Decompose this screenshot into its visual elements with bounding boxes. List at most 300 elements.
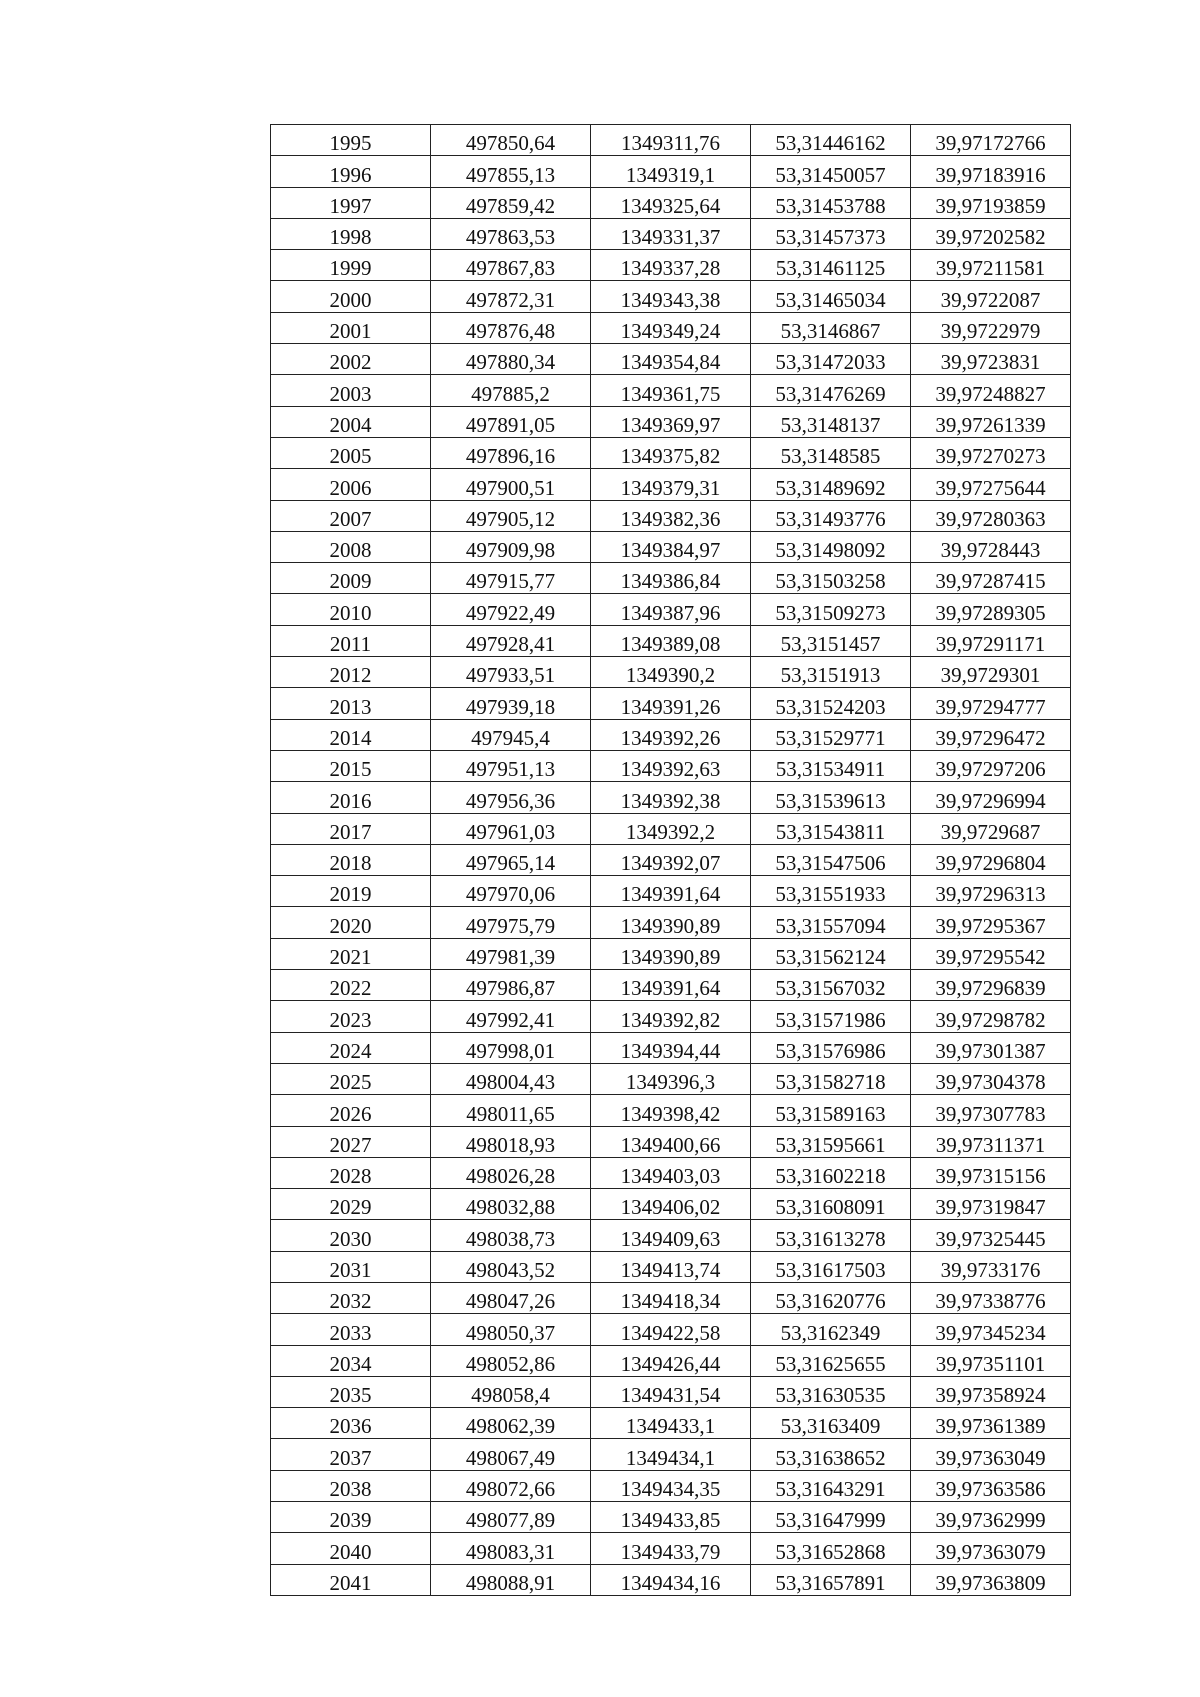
- longitude-cell: [911, 1376, 1071, 1407]
- y-coordinate-cell: [591, 938, 751, 969]
- table-row: [271, 437, 1071, 468]
- y-coordinate-cell: [591, 250, 751, 281]
- cell-text: 2021: [329, 945, 372, 970]
- point-number-cell: [271, 782, 431, 813]
- cell-text: 1349384,97: [620, 538, 721, 563]
- cell-text: 53,31620776: [775, 1289, 886, 1314]
- table-row: [271, 844, 1071, 875]
- y-coordinate-cell: [591, 750, 751, 781]
- y-coordinate-cell: [591, 594, 751, 625]
- table-row: [271, 1251, 1071, 1282]
- cell-text: 39,9733176: [940, 1257, 1041, 1282]
- cell-text: 53,3148137: [780, 412, 881, 437]
- cell-text: 1349390,2: [625, 663, 716, 688]
- cell-text: 1996: [329, 162, 372, 187]
- x-coordinate-cell: [431, 1126, 591, 1157]
- cell-text: 39,97261339: [935, 412, 1046, 437]
- cell-text: 1349331,37: [620, 225, 721, 250]
- cell-text: 1997: [329, 193, 372, 218]
- longitude-cell: [911, 594, 1071, 625]
- cell-text: 498018,93: [465, 1132, 556, 1157]
- longitude-cell: [911, 1126, 1071, 1157]
- cell-text: 2038: [329, 1477, 372, 1502]
- y-coordinate-cell: [591, 375, 751, 406]
- cell-text: 53,3148585: [780, 444, 881, 469]
- cell-text: 53,31493776: [775, 506, 886, 531]
- table-row: [271, 876, 1071, 907]
- cell-text: 1349386,84: [620, 569, 721, 594]
- point-number-cell: [271, 344, 431, 375]
- x-coordinate-cell: [431, 563, 591, 594]
- table-row: [271, 1345, 1071, 1376]
- x-coordinate-cell: [431, 719, 591, 750]
- cell-text: 2002: [329, 350, 372, 375]
- x-coordinate-cell: [431, 312, 591, 343]
- cell-text: 53,31638652: [775, 1445, 886, 1470]
- x-coordinate-cell: [431, 156, 591, 187]
- longitude-cell: [911, 970, 1071, 1001]
- point-number-cell: [271, 1251, 431, 1282]
- cell-text: 39,97296804: [935, 851, 1046, 876]
- y-coordinate-cell: [591, 782, 751, 813]
- latitude-cell: [751, 312, 911, 343]
- latitude-cell: [751, 156, 911, 187]
- table-row: [271, 594, 1071, 625]
- point-number-cell: [271, 876, 431, 907]
- cell-text: 53,31613278: [775, 1226, 886, 1251]
- cell-text: 1998: [329, 225, 372, 250]
- cell-text: 2000: [329, 287, 372, 312]
- coordinates-table-body: [271, 125, 1071, 1596]
- cell-text: 1349375,82: [620, 444, 721, 469]
- cell-text: 497850,64: [465, 131, 556, 156]
- cell-text: 2027: [329, 1132, 372, 1157]
- cell-text: 39,97289305: [935, 600, 1046, 625]
- cell-text: 2009: [329, 569, 372, 594]
- x-coordinate-cell: [431, 469, 591, 500]
- latitude-cell: [751, 1345, 911, 1376]
- cell-text: 39,9723831: [940, 350, 1041, 375]
- longitude-cell: [911, 1345, 1071, 1376]
- x-coordinate-cell: [431, 1345, 591, 1376]
- table-row: [271, 657, 1071, 688]
- table-row: [271, 1470, 1071, 1501]
- cell-text: 498032,88: [465, 1195, 556, 1220]
- cell-text: 1349392,26: [620, 725, 721, 750]
- cell-text: 1349392,63: [620, 757, 721, 782]
- table-row: [271, 125, 1071, 156]
- cell-text: 1349392,07: [620, 851, 721, 876]
- latitude-cell: [751, 1376, 911, 1407]
- cell-text: 2026: [329, 1101, 372, 1126]
- cell-text: 2041: [329, 1570, 372, 1595]
- table-row: [271, 469, 1071, 500]
- point-number-cell: [271, 1470, 431, 1501]
- cell-text: 53,31446162: [775, 131, 886, 156]
- point-number-cell: [271, 469, 431, 500]
- cell-text: 53,31539613: [775, 788, 886, 813]
- point-number-cell: [271, 1282, 431, 1313]
- cell-text: 39,97296313: [935, 882, 1046, 907]
- point-number-cell: [271, 531, 431, 562]
- cell-text: 497933,51: [465, 663, 556, 688]
- y-coordinate-cell: [591, 813, 751, 844]
- cell-text: 39,97275644: [935, 475, 1046, 500]
- x-coordinate-cell: [431, 844, 591, 875]
- x-coordinate-cell: [431, 1376, 591, 1407]
- point-number-cell: [271, 281, 431, 312]
- cell-text: 53,31524203: [775, 694, 886, 719]
- cell-text: 39,9722979: [940, 319, 1041, 344]
- cell-text: 39,97183916: [935, 162, 1046, 187]
- point-number-cell: [271, 1408, 431, 1439]
- cell-text: 498062,39: [465, 1414, 556, 1439]
- table-row: [271, 970, 1071, 1001]
- cell-text: 497859,42: [465, 193, 556, 218]
- table-row: [271, 156, 1071, 187]
- cell-text: 2011: [329, 632, 372, 657]
- longitude-cell: [911, 1282, 1071, 1313]
- y-coordinate-cell: [591, 1533, 751, 1564]
- point-number-cell: [271, 1502, 431, 1533]
- cell-text: 53,31472033: [775, 350, 886, 375]
- cell-text: 1349418,34: [620, 1289, 721, 1314]
- latitude-cell: [751, 1408, 911, 1439]
- cell-text: 53,31465034: [775, 287, 886, 312]
- table-row: [271, 1408, 1071, 1439]
- cell-text: 1349311,76: [621, 131, 720, 156]
- latitude-cell: [751, 1157, 911, 1188]
- point-number-cell: [271, 1564, 431, 1595]
- latitude-cell: [751, 1470, 911, 1501]
- table-row: [271, 907, 1071, 938]
- cell-text: 53,31630535: [775, 1383, 886, 1408]
- table-row: [271, 1157, 1071, 1188]
- y-coordinate-cell: [591, 344, 751, 375]
- cell-text: 498047,26: [465, 1289, 556, 1314]
- latitude-cell: [751, 531, 911, 562]
- cell-text: 498077,89: [465, 1508, 556, 1533]
- cell-text: 498052,86: [465, 1351, 556, 1376]
- cell-text: 39,97351101: [935, 1351, 1046, 1376]
- table-row: [271, 1126, 1071, 1157]
- cell-text: 39,97358924: [935, 1383, 1046, 1408]
- x-coordinate-cell: [431, 406, 591, 437]
- cell-text: 2007: [329, 506, 372, 531]
- longitude-cell: [911, 813, 1071, 844]
- longitude-cell: [911, 1189, 1071, 1220]
- cell-text: 53,31557094: [775, 913, 886, 938]
- cell-text: 1349392,38: [620, 788, 721, 813]
- latitude-cell: [751, 563, 911, 594]
- cell-text: 497922,49: [465, 600, 556, 625]
- latitude-cell: [751, 876, 911, 907]
- x-coordinate-cell: [431, 1282, 591, 1313]
- cell-text: 1349390,89: [620, 945, 721, 970]
- cell-text: 39,97294777: [935, 694, 1046, 719]
- cell-text: 53,31509273: [775, 600, 886, 625]
- cell-text: 39,97315156: [935, 1164, 1046, 1189]
- cell-text: 53,3151457: [780, 632, 881, 657]
- longitude-cell: [911, 250, 1071, 281]
- x-coordinate-cell: [431, 938, 591, 969]
- cell-text: 53,3163409: [780, 1414, 881, 1439]
- latitude-cell: [751, 1282, 911, 1313]
- latitude-cell: [751, 625, 911, 656]
- point-number-cell: [271, 1314, 431, 1345]
- x-coordinate-cell: [431, 1564, 591, 1595]
- point-number-cell: [271, 688, 431, 719]
- table-row: [271, 375, 1071, 406]
- cell-text: 497965,14: [465, 851, 556, 876]
- cell-text: 39,97295367: [935, 913, 1046, 938]
- cell-text: 39,97363586: [935, 1477, 1046, 1502]
- cell-text: 39,97345234: [935, 1320, 1046, 1345]
- cell-text: 2001: [329, 319, 372, 344]
- point-number-cell: [271, 1439, 431, 1470]
- point-number-cell: [271, 375, 431, 406]
- point-number-cell: [271, 1126, 431, 1157]
- x-coordinate-cell: [431, 1032, 591, 1063]
- longitude-cell: [911, 1220, 1071, 1251]
- cell-text: 53,31647999: [775, 1508, 886, 1533]
- x-coordinate-cell: [431, 750, 591, 781]
- cell-text: 1349400,66: [620, 1132, 721, 1157]
- longitude-cell: [911, 344, 1071, 375]
- latitude-cell: [751, 1220, 911, 1251]
- cell-text: 53,31457373: [775, 225, 886, 250]
- x-coordinate-cell: [431, 688, 591, 719]
- table-row: [271, 1282, 1071, 1313]
- latitude-cell: [751, 1439, 911, 1470]
- x-coordinate-cell: [431, 970, 591, 1001]
- cell-text: 53,3162349: [780, 1320, 881, 1345]
- latitude-cell: [751, 1533, 911, 1564]
- cell-text: 497867,83: [465, 256, 556, 281]
- longitude-cell: [911, 782, 1071, 813]
- cell-text: 53,31571986: [775, 1007, 886, 1032]
- cell-text: 39,97363079: [935, 1539, 1046, 1564]
- cell-text: 497939,18: [465, 694, 556, 719]
- y-coordinate-cell: [591, 312, 751, 343]
- cell-text: 53,31625655: [775, 1351, 886, 1376]
- x-coordinate-cell: [431, 1470, 591, 1501]
- cell-text: 53,31450057: [775, 162, 886, 187]
- cell-text: 497945,4: [471, 725, 550, 750]
- y-coordinate-cell: [591, 1251, 751, 1282]
- table-row: [271, 1095, 1071, 1126]
- y-coordinate-cell: [591, 1408, 751, 1439]
- longitude-cell: [911, 1251, 1071, 1282]
- longitude-cell: [911, 844, 1071, 875]
- cell-text: 53,31589163: [775, 1101, 886, 1126]
- point-number-cell: [271, 563, 431, 594]
- longitude-cell: [911, 312, 1071, 343]
- cell-text: 1349389,08: [620, 632, 721, 657]
- table-row: [271, 688, 1071, 719]
- cell-text: 2010: [329, 600, 372, 625]
- longitude-cell: [911, 531, 1071, 562]
- point-number-cell: [271, 625, 431, 656]
- cell-text: 1349361,75: [620, 381, 721, 406]
- cell-text: 2004: [329, 412, 372, 437]
- cell-text: 1349390,89: [620, 913, 721, 938]
- latitude-cell: [751, 750, 911, 781]
- y-coordinate-cell: [591, 1157, 751, 1188]
- table-row: [271, 719, 1071, 750]
- table-row: [271, 1439, 1071, 1470]
- longitude-cell: [911, 1533, 1071, 1564]
- latitude-cell: [751, 1095, 911, 1126]
- cell-text: 39,97295542: [935, 945, 1046, 970]
- longitude-cell: [911, 156, 1071, 187]
- cell-text: 1349413,74: [620, 1257, 721, 1282]
- point-number-cell: [271, 187, 431, 218]
- point-number-cell: [271, 500, 431, 531]
- cell-text: 2008: [329, 538, 372, 563]
- y-coordinate-cell: [591, 907, 751, 938]
- latitude-cell: [751, 1251, 911, 1282]
- cell-text: 1349426,44: [620, 1351, 721, 1376]
- point-number-cell: [271, 1533, 431, 1564]
- longitude-cell: [911, 500, 1071, 531]
- latitude-cell: [751, 1314, 911, 1345]
- point-number-cell: [271, 406, 431, 437]
- longitude-cell: [911, 1063, 1071, 1094]
- cell-text: 1349391,64: [620, 976, 721, 1001]
- cell-text: 497992,41: [465, 1007, 556, 1032]
- longitude-cell: [911, 1502, 1071, 1533]
- cell-text: 1349403,03: [620, 1164, 721, 1189]
- longitude-cell: [911, 688, 1071, 719]
- table-row: [271, 344, 1071, 375]
- x-coordinate-cell: [431, 1220, 591, 1251]
- y-coordinate-cell: [591, 1032, 751, 1063]
- cell-text: 53,31582718: [775, 1070, 886, 1095]
- cell-text: 1349369,97: [620, 412, 721, 437]
- y-coordinate-cell: [591, 1439, 751, 1470]
- longitude-cell: [911, 1470, 1071, 1501]
- cell-text: 39,97304378: [935, 1070, 1046, 1095]
- latitude-cell: [751, 782, 911, 813]
- point-number-cell: [271, 594, 431, 625]
- longitude-cell: [911, 1032, 1071, 1063]
- cell-text: 498043,52: [465, 1257, 556, 1282]
- cell-text: 53,31576986: [775, 1038, 886, 1063]
- cell-text: 1349391,26: [620, 694, 721, 719]
- x-coordinate-cell: [431, 1095, 591, 1126]
- cell-text: 53,31503258: [775, 569, 886, 594]
- y-coordinate-cell: [591, 437, 751, 468]
- x-coordinate-cell: [431, 1533, 591, 1564]
- cell-text: 53,31562124: [775, 945, 886, 970]
- cell-text: 39,97296994: [935, 788, 1046, 813]
- cell-text: 497880,34: [465, 350, 556, 375]
- x-coordinate-cell: [431, 344, 591, 375]
- point-number-cell: [271, 125, 431, 156]
- cell-text: 39,97211581: [935, 256, 1046, 281]
- x-coordinate-cell: [431, 1439, 591, 1470]
- y-coordinate-cell: [591, 218, 751, 249]
- cell-text: 39,97291171: [935, 632, 1046, 657]
- latitude-cell: [751, 125, 911, 156]
- y-coordinate-cell: [591, 1095, 751, 1126]
- x-coordinate-cell: [431, 876, 591, 907]
- cell-text: 2033: [329, 1320, 372, 1345]
- longitude-cell: [911, 750, 1071, 781]
- x-coordinate-cell: [431, 531, 591, 562]
- table-row: [271, 218, 1071, 249]
- cell-text: 53,31543811: [775, 819, 886, 844]
- cell-text: 2037: [329, 1445, 372, 1470]
- table-row: [271, 1376, 1071, 1407]
- cell-text: 1349433,79: [620, 1539, 721, 1564]
- latitude-cell: [751, 1564, 911, 1595]
- cell-text: 497981,39: [465, 945, 556, 970]
- y-coordinate-cell: [591, 844, 751, 875]
- latitude-cell: [751, 281, 911, 312]
- cell-text: 2028: [329, 1164, 372, 1189]
- y-coordinate-cell: [591, 1502, 751, 1533]
- cell-text: 53,31489692: [775, 475, 886, 500]
- cell-text: 39,97325445: [935, 1226, 1046, 1251]
- cell-text: 53,31453788: [775, 193, 886, 218]
- cell-text: 497975,79: [465, 913, 556, 938]
- cell-text: 2040: [329, 1539, 372, 1564]
- longitude-cell: [911, 437, 1071, 468]
- cell-text: 2036: [329, 1414, 372, 1439]
- latitude-cell: [751, 437, 911, 468]
- longitude-cell: [911, 1439, 1071, 1470]
- cell-text: 53,31529771: [775, 725, 886, 750]
- table-row: [271, 813, 1071, 844]
- cell-text: 39,97280363: [935, 506, 1046, 531]
- longitude-cell: [911, 563, 1071, 594]
- y-coordinate-cell: [591, 1189, 751, 1220]
- y-coordinate-cell: [591, 970, 751, 1001]
- cell-text: 497863,53: [465, 225, 556, 250]
- x-coordinate-cell: [431, 1157, 591, 1188]
- table-row: [271, 312, 1071, 343]
- cell-text: 497986,87: [465, 976, 556, 1001]
- cell-text: 1349354,84: [620, 350, 721, 375]
- x-coordinate-cell: [431, 437, 591, 468]
- longitude-cell: [911, 907, 1071, 938]
- cell-text: 39,97361389: [935, 1414, 1046, 1439]
- cell-text: 1349396,3: [625, 1070, 716, 1095]
- y-coordinate-cell: [591, 125, 751, 156]
- latitude-cell: [751, 406, 911, 437]
- cell-text: 1349434,35: [620, 1477, 721, 1502]
- cell-text: 1349409,63: [620, 1226, 721, 1251]
- latitude-cell: [751, 250, 911, 281]
- point-number-cell: [271, 1032, 431, 1063]
- y-coordinate-cell: [591, 1001, 751, 1032]
- cell-text: 39,97362999: [935, 1508, 1046, 1533]
- cell-text: 39,97296839: [935, 976, 1046, 1001]
- cell-text: 39,97172766: [935, 131, 1046, 156]
- cell-text: 1349434,1: [625, 1445, 716, 1470]
- latitude-cell: [751, 218, 911, 249]
- longitude-cell: [911, 1157, 1071, 1188]
- latitude-cell: [751, 375, 911, 406]
- point-number-cell: [271, 250, 431, 281]
- cell-text: 1349343,38: [620, 287, 721, 312]
- table-row: [271, 1533, 1071, 1564]
- latitude-cell: [751, 187, 911, 218]
- cell-text: 39,97296472: [935, 725, 1046, 750]
- cell-text: 2035: [329, 1383, 372, 1408]
